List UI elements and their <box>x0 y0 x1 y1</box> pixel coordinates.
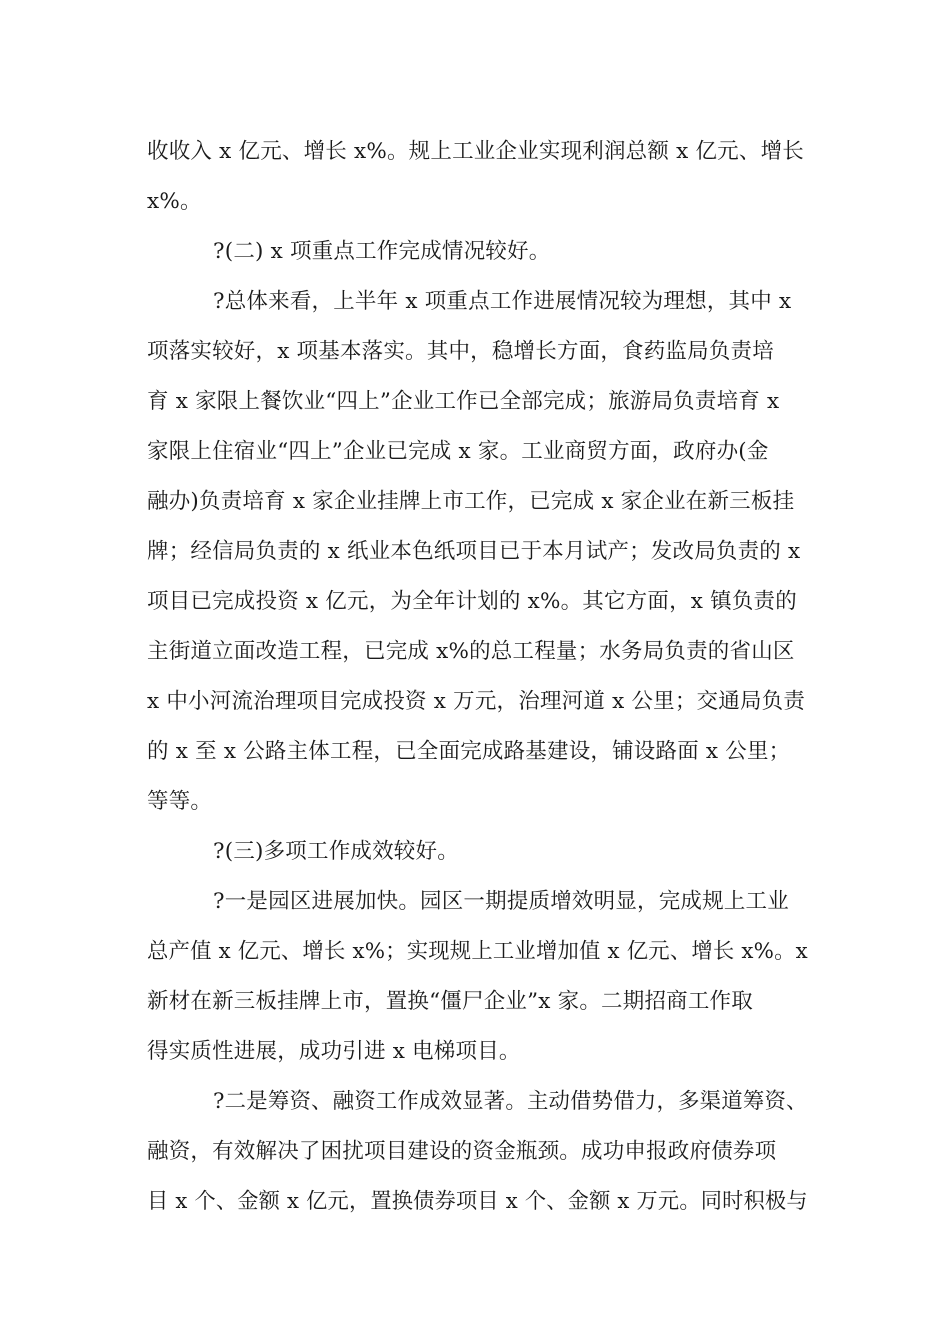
section-heading: ?(二) x 项重点工作完成情况较好。 <box>213 239 551 264</box>
text-line: 目 x 个、金额 x 亿元，置换债券项目 x 个、金额 x 万元。同时积极与 <box>147 1189 808 1214</box>
text-line: ?一是园区进展加快。园区一期提质增效明显，完成规上工业 <box>213 889 789 914</box>
text-line: 项落实较好，x 项基本落实。其中，稳增长方面，食药监局负责培 <box>147 339 774 364</box>
text-line: 等等。 <box>147 789 213 814</box>
text-line: 的 x 至 x 公路主体工程，已全面完成路基建设，铺设路面 x 公里； <box>147 739 791 764</box>
text-line: 融办)负责培育 x 家企业挂牌上市工作，已完成 x 家企业在新三板挂 <box>147 489 795 514</box>
text-line: 收收入 x 亿元、增长 x%。规上工业企业实现利润总额 x 亿元、增长 <box>147 139 804 164</box>
text-line: 总产值 x 亿元、增长 x%；实现规上工业增加值 x 亿元、增长 x%。x <box>147 939 808 964</box>
text-line: 新材在新三板挂牌上市，置换“僵尸企业”x 家。二期招商工作取 <box>147 989 753 1014</box>
text-line: 项目已完成投资 x 亿元，为全年计划的 x%。其它方面，x 镇负责的 <box>147 589 797 614</box>
text-line: x 中小河流治理项目完成投资 x 万元，治理河道 x 公里；交通局负责 <box>147 689 806 714</box>
text-line: 融资，有效解决了困扰项目建设的资金瓶颈。成功申报政府债券项 <box>147 1139 777 1164</box>
text-line: 家限上住宿业“四上”企业已完成 x 家。工业商贸方面，政府办(金 <box>147 439 769 464</box>
text-line: 得实质性进展，成功引进 x 电梯项目。 <box>147 1039 521 1064</box>
text-line: 育 x 家限上餐饮业“四上”企业工作已全部完成；旅游局负责培育 x <box>147 389 780 414</box>
text-line: 主街道立面改造工程，已完成 x%的总工程量；水务局负责的省山区 <box>147 639 795 664</box>
text-line: ?总体来看，上半年 x 项重点工作进展情况较为理想，其中 x <box>213 289 792 314</box>
text-line: x%。 <box>147 189 202 214</box>
text-line: 牌；经信局负责的 x 纸业本色纸项目已于本月试产；发改局负责的 x <box>147 539 801 564</box>
text-line: ?二是筹资、融资工作成效显著。主动借势借力，多渠道筹资、 <box>213 1089 808 1114</box>
section-heading: ?(三)多项工作成效较好。 <box>213 839 459 864</box>
